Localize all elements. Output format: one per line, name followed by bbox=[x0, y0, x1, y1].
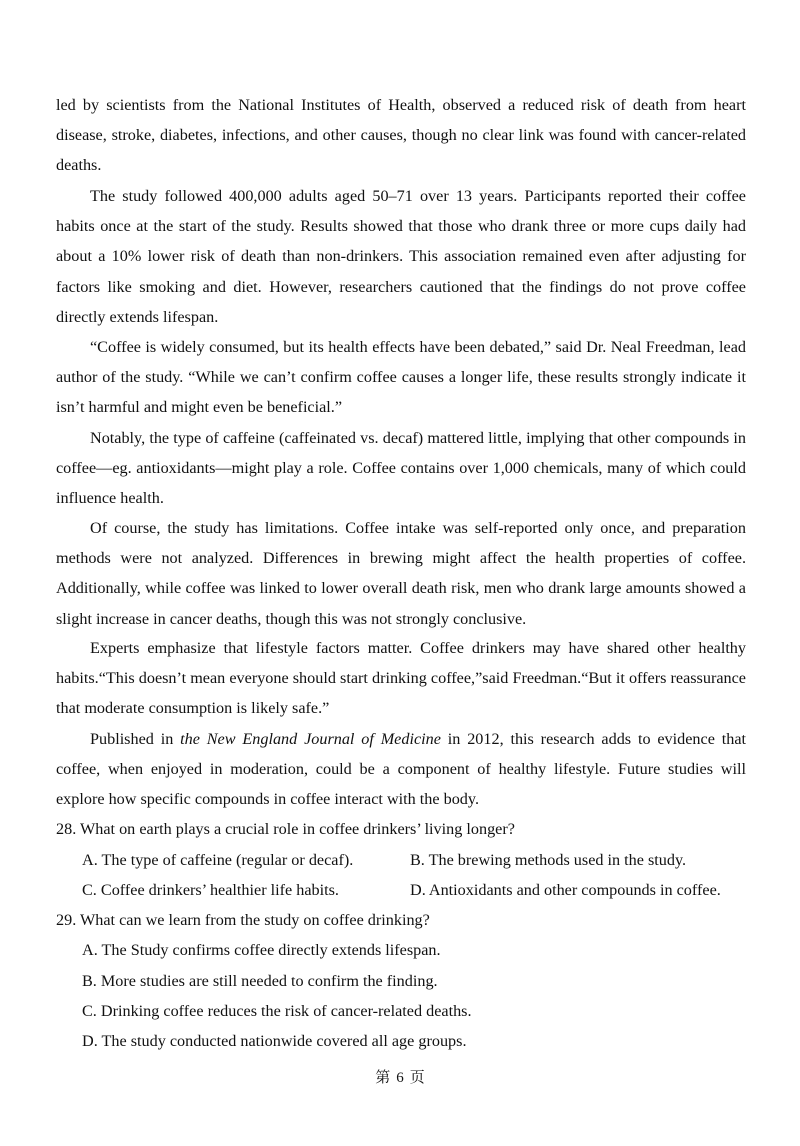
question-28-stem: 28. What on earth plays a crucial role in coffee drinkers’ living longer? bbox=[56, 820, 515, 838]
question-28-option-b: B. The brewing methods used in the study. bbox=[410, 851, 687, 869]
page-label-suffix: 页 bbox=[409, 1070, 425, 1086]
question-29-option-a: A. The Study confirms coffee directly extends lifespan. bbox=[82, 941, 441, 959]
question-29-stem: 29. What can we learn from the study on coffee drinking? bbox=[56, 911, 430, 929]
page-label-prefix: 第 bbox=[375, 1070, 391, 1086]
page-number: 6 bbox=[396, 1070, 404, 1086]
question-29-option-c: C. Drinking coffee reduces the risk of cancer-related deaths. bbox=[82, 1002, 472, 1020]
question-28-option-d: D. Antioxidants and other compounds in coffee. bbox=[410, 881, 721, 899]
paragraph-7-lead: Published in bbox=[90, 730, 181, 748]
question-28-option-a: A. The type of caffeine (regular or decaf). bbox=[82, 851, 354, 869]
paragraph-7 bbox=[56, 724, 746, 815]
question-29-option-d: D. The study conducted nationwide covered all age groups. bbox=[82, 1032, 467, 1050]
paragraph-4: Notably, the type of caffeine (caffeinated vs. decaf) mattered little, implying that other compounds in coffee—eg. antioxidants—might play a role. Coffee contains over 1,000 chemicals, many of which could influence health. bbox=[56, 429, 746, 508]
question-29-option-b: B. More studies are still needed to confirm the finding. bbox=[82, 972, 438, 990]
paragraph-3: “Coffee is widely consumed, but its health effects have been debated,” said Dr. Neal Freedman, lead author of the study. “While we can’t confirm coffee causes a longer life, these results strongly indicate it isn’t harmful and might even be beneficial.” bbox=[56, 338, 746, 417]
paragraph-6: Experts emphasize that lifestyle factors matter. Coffee drinkers may have shared other healthy habits.“This doesn’t mean everyone should start drinking coffee,”said Freedman.“But it offers reassurance that moderate consumption is likely safe.” bbox=[56, 639, 746, 718]
journal-name: the New England Journal of Medicine bbox=[180, 730, 441, 748]
page-footer bbox=[0, 1066, 800, 1090]
paragraph-1: led by scientists from the National Institutes of Health, observed a reduced risk of death from heart disease, stroke, diabetes, infections, and other causes, though no clear link was found with cancer-related deaths. bbox=[56, 96, 746, 175]
paragraph-7-rest: in 2012, this research adds to evidence that coffee, when enjoyed in moderation, could be a component of healthy lifestyle. Future studies will explore how specific compounds in coffee interact with the body. bbox=[56, 730, 747, 809]
paragraph-2: The study followed 400,000 adults aged 50–71 over 13 years. Participants reported their coffee habits once at the start of the study. Results showed that those who drank three or more cups daily had about a 10% lower risk of death than non-drinkers. This association remained even after adjusting for factors like smoking and diet. However, researchers cautioned that the findings do not prove coffee directly extends lifespan. bbox=[56, 187, 746, 326]
paragraph-5: Of course, the study has limitations. Coffee intake was self-reported only once, and preparation methods were not analyzed. Differences in brewing might affect the health properties of coffee. Additionally, while coffee was linked to lower overall death risk, men who drank large amounts showed a slight increase in cancer deaths, though this was not strongly conclusive. bbox=[56, 519, 746, 628]
question-28-option-c: C. Coffee drinkers’ healthier life habits. bbox=[82, 881, 339, 899]
